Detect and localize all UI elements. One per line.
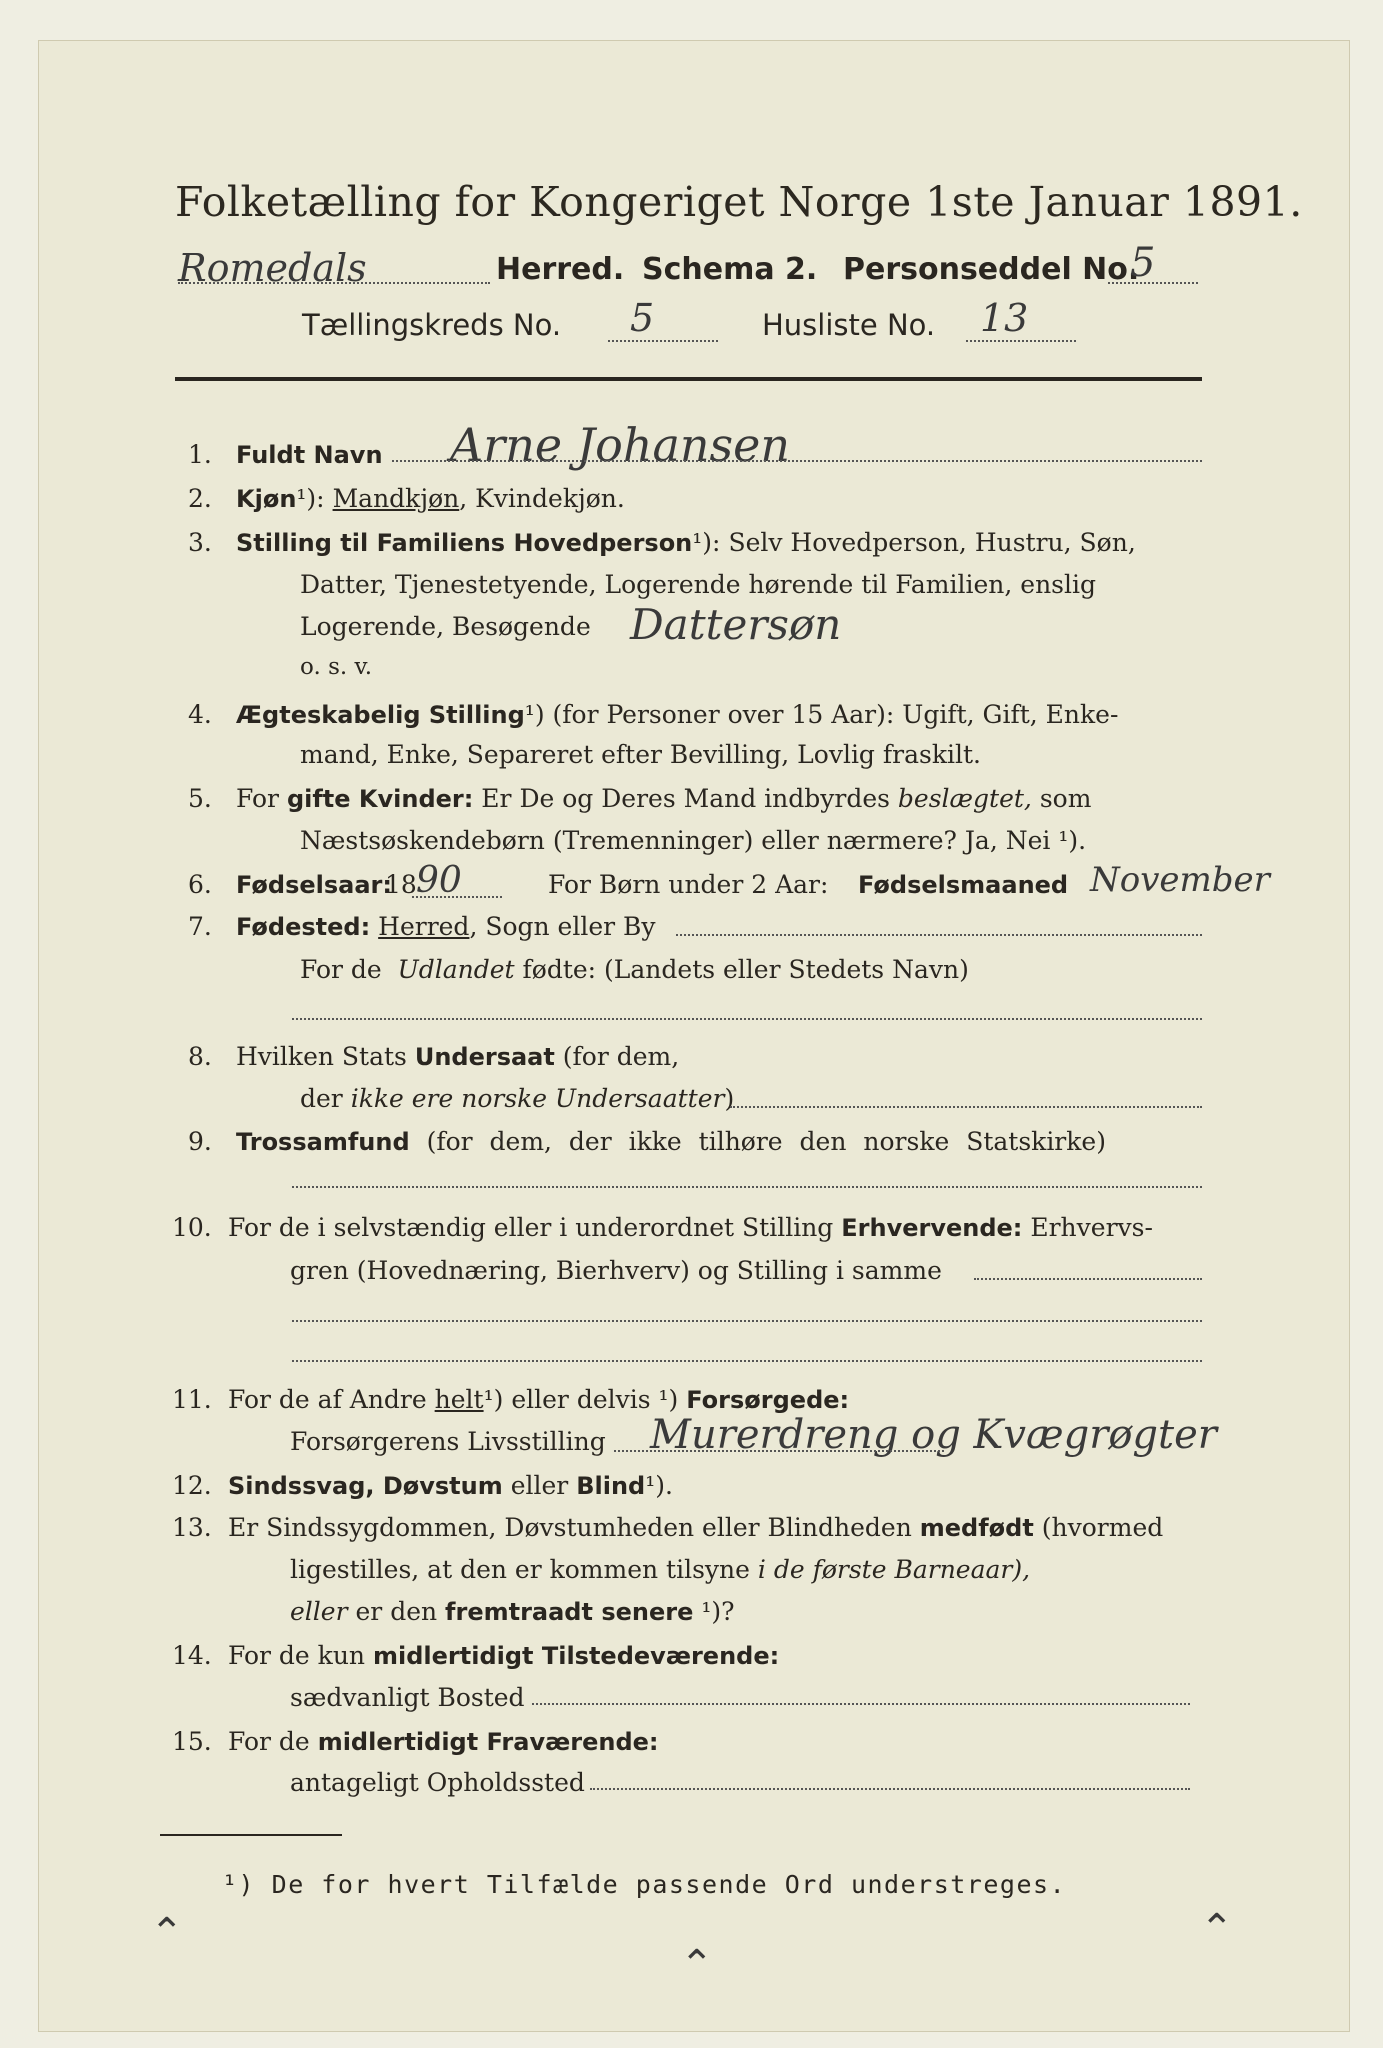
q1-handwritten-name: Arne Johansen [450,418,790,472]
q15-line2: antageligt Opholdssted [290,1768,585,1797]
personseddel-dotted-line [1108,282,1198,284]
q8-line1 [236,1042,679,1071]
q11-line2: Forsørgerens Livsstilling [290,1427,606,1456]
q13-line3-pre: er den [355,1597,438,1626]
herred-handwritten: Romedals [178,246,367,290]
q14-pre: For de kun [228,1641,366,1670]
q8-line2 [300,1084,734,1113]
q9-label: Trossamfund [236,1128,410,1156]
q13-line2-pre: ligestilles, at den er kommen tilsyne [290,1555,750,1584]
q14-number: 14. [172,1641,212,1670]
personseddel-label: Personseddel No. [843,252,1140,287]
q10-blank-dotted-line-2 [292,1360,1202,1362]
q11-number: 11. [172,1385,212,1414]
q15-pre: For de [228,1727,310,1756]
q9-number: 9. [188,1127,212,1156]
q13-pre: Er Sindssygdommen, Døvstumheden eller Blindheden [228,1513,912,1542]
kreds-handwritten: 5 [630,296,655,340]
q5-line1-end: som [1039,784,1092,813]
corner-mark-right-icon: ⌃ [1200,1906,1234,1952]
q15-line1 [228,1727,659,1756]
corner-mark-center-icon: ⌃ [680,1942,714,1988]
q5-line1-rest: Er De og Deres Mand indbyrdes [481,784,890,813]
q2-mandkjon-underlined: Mandkjøn [332,484,460,513]
q15-dotted-line [590,1788,1190,1790]
q6-label: Fødselsaar: [236,871,392,899]
kreds-label: Tællingskreds No. [302,308,562,342]
q8-pre: Hvilken Stats [236,1042,407,1071]
footnote: ¹) De for hvert Tilfælde passende Ord understreges. [222,1870,1067,1899]
header-rule [175,377,1202,381]
q13-line2-italic: i de første Barneaar), [757,1555,1031,1584]
q6-label2: Fødselsmaaned [858,871,1069,899]
q10-label: Erhvervende: [841,1214,1023,1242]
husliste-label: Husliste No. [762,308,936,342]
q10-blank-dotted-line-1 [292,1320,1202,1322]
q10-line1 [228,1213,1153,1242]
q4-line2: mand, Enke, Separeret efter Bevilling, Lovlig fraskilt. [300,740,981,769]
q11-mid: ¹) eller [483,1385,569,1414]
q4-line1 [236,700,1118,729]
q3-label: Stilling til Familiens Hovedperson [236,529,693,557]
q7-line2 [300,955,969,984]
q11-label: Forsørgede: [686,1386,850,1414]
q2-rest: , Kvindekjøn. [459,484,625,513]
husliste-dotted-line [966,340,1076,342]
q15-label: midlertidigt Fraværende: [317,1728,659,1756]
husliste-handwritten: 13 [980,296,1029,340]
q13-rest: (hvormed [1041,1513,1164,1542]
q9-rest: (for dem, der ikke tilhøre den norske Statskirke) [426,1127,1106,1156]
q6-year-prefix: 18 [385,870,417,899]
q8-label: Undersaat [414,1043,555,1071]
herred-dotted-line [178,282,490,284]
q13-number: 13. [172,1513,212,1542]
q13-label: medfødt [919,1514,1034,1542]
herred-label: Herred. [496,252,625,287]
q1-dotted-line [392,460,1202,462]
q8-line2-end: ) [724,1084,735,1113]
q9-blank-dotted-line [292,1186,1202,1188]
q8-line2-italic: ikke ere norske Undersaatter [350,1084,725,1113]
q6-year-dotted-line [412,896,502,898]
q10-line2: gren (Hovednæring, Bierhverv) og Stilling i samme [290,1256,942,1285]
q7-line2-rest: fødte: (Landets eller Stedets Navn) [522,955,969,984]
q11-pre: For de af Andre [228,1385,427,1414]
q4-label: Ægteskabelig Stilling [236,701,525,729]
q3-line1 [236,528,1136,557]
q8-rest: (for dem, [562,1042,680,1071]
q2-sup: ¹): [296,484,325,513]
q1-label: Fuldt Navn [236,441,383,469]
q7-line1 [236,912,656,941]
q11-dotted-line [614,1450,944,1452]
q5-number: 5. [188,784,212,813]
q14-line1 [228,1641,779,1670]
q6-mid: For Børn under 2 Aar: [548,870,829,899]
corner-mark-left-icon: ⌃ [150,1910,184,1956]
q15-number: 15. [172,1727,212,1756]
q5-line1 [236,784,1091,813]
q12-line [228,1471,673,1500]
q11-line1 [228,1385,849,1414]
q5-italic: beslægtet, [897,784,1032,813]
q3-number: 3. [188,528,212,557]
q10-dotted-line [974,1278,1202,1280]
q5-pre: For [236,784,279,813]
q12-label2: Blind [576,1472,646,1500]
q1-number: 1. [188,440,212,469]
q4-line1-rest: ¹) (for Personer over 15 Aar): Ugift, Gift, Enke- [524,700,1119,729]
footnote-rule [160,1834,342,1836]
q11-delvis: delvis [576,1385,651,1414]
q7-rest: , Sogn eller By [469,912,656,941]
q13-line2 [290,1555,1030,1584]
q6-year-handwritten: 90 [416,860,462,901]
form-title: Folketælling for Kongeriget Norge 1ste Januar 1891. [175,178,1303,226]
q3-handwritten: Dattersøn [630,600,842,649]
q2-line [236,484,625,513]
q10-number: 10. [172,1213,212,1242]
q13-line3-label: fremtraadt senere [445,1598,694,1626]
personseddel-handwritten: 5 [1130,240,1156,286]
schema-label: Schema 2. [642,252,818,287]
q11-handwritten: Murerdreng og Kvægrøgter [650,1412,1217,1458]
q11-sup2: ¹) [658,1385,679,1414]
q13-line1 [228,1513,1163,1542]
q7-line2-pre: For de [300,955,382,984]
q9-line1 [236,1127,1106,1156]
q2-label: Kjøn [236,485,297,513]
q8-dotted-line [730,1106,1202,1108]
q13-line3-end: ¹)? [701,1597,735,1626]
q12-mid: eller [510,1471,569,1500]
q6-month-handwritten: November [1090,860,1270,900]
q7-dotted-line [676,934,1202,936]
q13-line3-italic: eller [290,1597,348,1626]
q6-number: 6. [188,870,212,899]
q3-line1-rest: Selv Hovedperson, Hustru, Søn, [728,528,1136,557]
kreds-dotted-line [608,340,718,342]
q8-number: 8. [188,1042,212,1071]
q14-dotted-line [532,1703,1190,1705]
q12-label: Sindssvag, Døvstum [228,1472,503,1500]
q3-sup: ¹): [692,528,721,557]
q7-number: 7. [188,912,212,941]
q4-number: 4. [188,700,212,729]
q3-line3: Logerende, Besøgende [300,612,591,641]
q7-label: Fødested: [236,913,371,941]
q10-rest: Erhvervs- [1030,1213,1153,1242]
q7-line2-italic: Udlandet [397,955,515,984]
q7-blank-dotted-line [292,1018,1202,1020]
q3-line4: o. s. v. [300,654,373,680]
q11-helt-underlined: helt [434,1385,484,1414]
q3-line2: Datter, Tjenestetyende, Logerende hørende til Familien, enslig [300,570,1097,599]
q12-end: ¹). [645,1471,673,1500]
q2-number: 2. [188,484,212,513]
q14-label: midlertidigt Tilstedeværende: [372,1642,780,1670]
q5-line2: Næstsøskendebørn (Tremenninger) eller nærmere? Ja, Nei ¹). [300,826,1087,855]
q12-number: 12. [172,1471,212,1500]
q7-herred-underlined: Herred [378,912,470,941]
q13-line3 [290,1597,735,1626]
q8-line2-pre: der [300,1084,343,1113]
q10-pre: For de i selvstændig eller i underordnet Stilling [228,1213,834,1242]
q5-label: gifte Kvinder: [286,785,474,813]
q14-line2: sædvanligt Bosted [290,1683,525,1712]
